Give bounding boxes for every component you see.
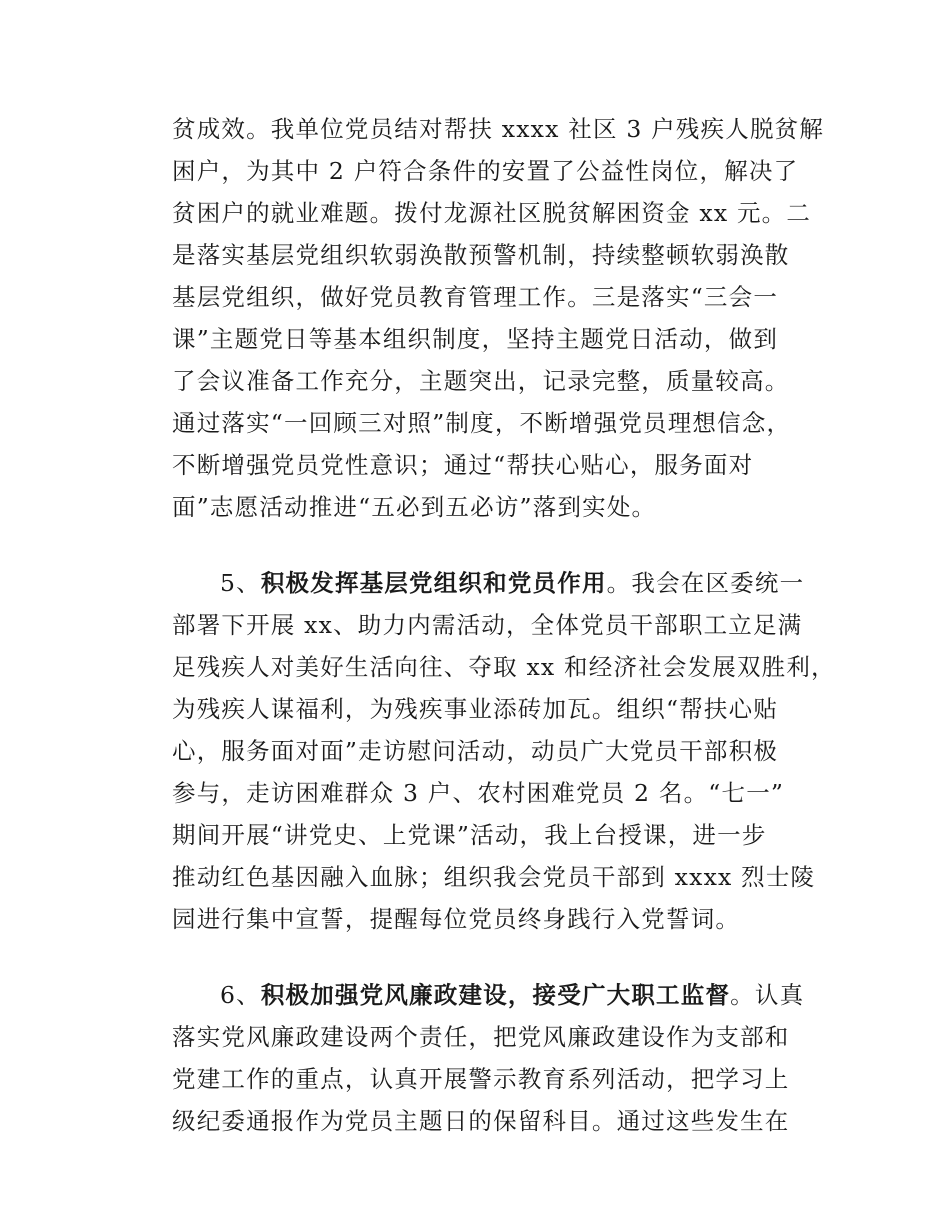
paragraph-continuation (172, 108, 825, 528)
text-line: 贫成效。我单位党员结对帮扶 xxxx 社区 3 户残疾人脱贫解 (172, 115, 825, 143)
text-line: 足残疾人对美好生活向往、夺取 xx 和经济社会发展双胜利， (172, 653, 836, 681)
text-line: 贫困户的就业难题。拨付龙源社区脱贫解困资金 xx 元。二 (172, 199, 812, 227)
text-line: 为残疾人谋福利，为残疾事业添砖加瓦。组织“帮扶心贴 (172, 695, 779, 723)
text-line: 通过落实“一回顾三对照”制度，不断增强党员理想信念， (172, 409, 792, 437)
text-line: 心，服务面对面”走访慰问活动，动员广大党员干部积极 (172, 737, 779, 765)
text-line: 党建工作的重点，认真开展警示教育系列活动，把学习上 (172, 1065, 790, 1093)
section-5-heading: 积极发挥基层党组织和党员作用 (260, 569, 607, 597)
document-body (172, 108, 836, 1142)
text-line: 部署下开展 xx、助力内需活动，全体党员干部职工立足满 (172, 611, 803, 639)
section-6-paragraph (172, 974, 822, 1142)
text-line: 推动红色基因融入血脉；组织我会党员干部到 xxxx 烈士陵 (172, 863, 816, 891)
text-line: 落实党风廉政建设两个责任，把党风廉政建设作为支部和 (172, 1023, 790, 1051)
text-line: 不断增强党员党性意识；通过“帮扶心贴心，服务面对 (172, 451, 754, 479)
section-6-number: 6、 (220, 981, 261, 1009)
section-5-number: 5、 (220, 569, 261, 597)
section-5-lead-text: 。我会在区委统一 (606, 569, 805, 597)
text-line: 面”志愿活动推进“五必到五必访”落到实处。 (172, 493, 657, 521)
section-5-first-line (172, 562, 822, 604)
text-line: 困户，为其中 2 户符合条件的安置了公益性岗位，解决了 (172, 157, 799, 185)
text-line: 参与，走访困难群众 3 户、农村困难党员 2 名。“七一” (172, 779, 785, 807)
section-5-paragraph (172, 562, 836, 940)
section-6-first-line (172, 974, 822, 1016)
text-line: 园进行集中宣誓，提醒每位党员终身践行入党誓词。 (172, 905, 741, 933)
section-6-lead-text: 。认真 (730, 981, 805, 1009)
text-line: 了会议准备工作充分，主题突出，记录完整，质量较高。 (172, 367, 790, 395)
text-line: 基层党组织，做好党员教育管理工作。三是落实“三会一 (172, 283, 779, 311)
text-line: 期间开展“讲党史、上党课”活动，我上台授课，进一步 (172, 821, 767, 849)
text-line: 是落实基层党组织软弱涣散预警机制，持续整顿软弱涣散 (172, 241, 790, 269)
text-line: 课”主题党日等基本组织制度，坚持主题党日活动，做到 (172, 325, 779, 353)
section-6-heading: 积极加强党风廉政建设，接受广大职工监督 (260, 981, 731, 1009)
text-line: 级纪委通报作为党员主题日的保留科目。通过这些发生在 (172, 1107, 790, 1135)
